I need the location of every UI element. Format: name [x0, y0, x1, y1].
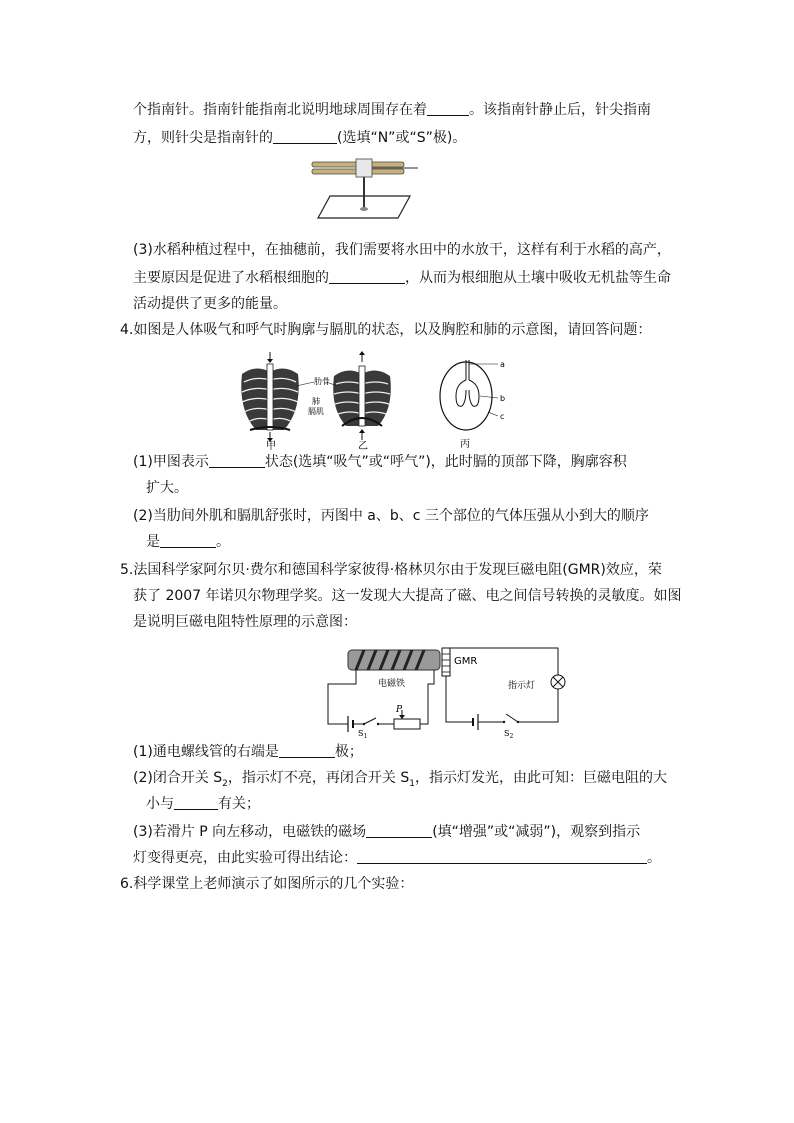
diaphragm-label: 膈肌 — [308, 407, 324, 416]
q4-p2-line-2-end: 。 — [216, 534, 230, 550]
answer-blank[interactable] — [273, 129, 337, 144]
label-b: b — [500, 394, 506, 403]
q3-p3-line-2-text-end: ，从而为根细胞从土壤中吸收无机盐等生命 — [405, 270, 671, 286]
answer-blank[interactable] — [366, 823, 432, 838]
label-a: a — [500, 360, 505, 369]
q3-p3-line-1: (3)水稻种植过程中，在抽穗前，我们需要将水田中的水放干，这样有利于水稻的高产， — [133, 242, 671, 258]
answer-blank[interactable] — [160, 533, 216, 548]
answer-blank[interactable] — [279, 743, 335, 758]
label-c: c — [500, 412, 505, 421]
q4-p1-text-end: 状态(选填“吸气”或“呼气”)，此时膈的顶部下降，胸廓容积 — [264, 454, 627, 470]
p-label: P — [396, 705, 403, 715]
q3-p3-line-2 — [133, 268, 671, 288]
s2-label: $S_2$ — [504, 729, 514, 740]
q5-line-1: 5.法国科学家阿尔贝·费尔和德国科学家彼得·格林贝尔由于发现巨磁电阻(GMR)效应，荣 — [120, 562, 662, 578]
q5-p1-text-end: 极； — [334, 744, 363, 760]
q4-p1-line-2: 扩大。 — [146, 480, 188, 496]
answer-blank[interactable] — [174, 795, 218, 810]
q3-line-2 — [133, 128, 466, 148]
rib-label: 肋骨 — [314, 377, 330, 386]
q4-p1-text: (1)甲图表示 — [133, 454, 209, 470]
q5-p3-line-1: (3)若滑片 P 向左移动，电磁铁的磁场 (填“增强”或“减弱”)，观察到指示 — [133, 824, 641, 840]
indicator-label: 指示灯 — [508, 681, 536, 691]
compass-needle-figure — [310, 156, 420, 228]
q5-p2-line-2: 小与 有关； — [146, 796, 260, 812]
label-jia: 甲 — [266, 441, 276, 450]
rheostat — [394, 719, 420, 729]
q6-stem: 6.科学课堂上老师演示了如图所示的几个实验： — [120, 876, 414, 892]
q5-p1-text: (1)通电螺线管的右端是 — [133, 744, 279, 760]
label-yi: 乙 — [358, 441, 368, 450]
ribcage-yi — [333, 351, 391, 440]
q3-line-2-text-end: (选填“N”或“S”极)。 — [337, 130, 467, 146]
electromagnet-label: 电磁铁 — [378, 679, 406, 689]
q3-p3-line-3: 活动提供了更多的能量。 — [133, 296, 287, 312]
switch-s2[interactable] — [506, 714, 518, 722]
cork — [356, 159, 372, 177]
q4-p2-line-2-text: 是 — [146, 534, 160, 550]
q5-line-2: 获了 2007 年诺贝尔物理学奖。这一发现大大提高了磁、电之间信号转换的灵敏度。如图 — [133, 588, 682, 604]
lung-label: 肺 — [312, 397, 320, 406]
q3-line-1 — [133, 100, 651, 120]
answer-blank[interactable] — [427, 101, 469, 116]
q3-line-1-text: 个指南针。指南针能指南北说明地球周围存在着 — [133, 102, 427, 118]
answer-blank[interactable] — [329, 269, 405, 284]
q5-p1 — [133, 742, 363, 762]
answer-blank[interactable] — [357, 849, 647, 864]
q5-line-3: 是说明巨磁电阻特性原理的示意图： — [133, 614, 357, 630]
q4-stem: 4.如图是人体吸气和呼气时胸廓与膈肌的状态，以及胸腔和肺的示意图，请回答问题： — [120, 322, 652, 338]
q5-p3-line-2: 灯变得更亮，由此实验可得出结论： 。 — [133, 850, 661, 866]
q3-line-1-text-end: 。该指南针静止后，针尖指南 — [469, 102, 651, 118]
ribcage-jia — [241, 352, 298, 442]
q3-line-2-text: 方，则针尖是指南针的 — [133, 130, 273, 146]
q3-p3-line-2-text: 主要原因是促进了水稻根细胞的 — [133, 270, 329, 286]
breathing-figure — [230, 350, 510, 450]
chest-lung-model-bing — [440, 360, 505, 450]
q4-p2-line-2 — [146, 532, 230, 552]
q5-p2-line-1: (2)闭合开关 $S_2$，指示灯不亮，再闭合开关 $S_1$，指示灯发光，由此可知：巨磁电阻的大 — [133, 770, 667, 789]
s1-label: $S_1$ — [358, 729, 368, 740]
q4-p1-line-1 — [133, 452, 627, 472]
answer-blank[interactable] — [209, 453, 265, 468]
switch-s1[interactable] — [364, 718, 376, 724]
label-bing: 丙 — [460, 439, 470, 450]
gmr-circuit-figure — [322, 644, 584, 740]
gmr-label: GMR — [454, 656, 478, 667]
q4-p2-line-1: (2)当肋间外肌和膈肌舒张时，丙图中 a、b、c 三个部位的气体压强从小到大的顺序 — [133, 508, 649, 524]
